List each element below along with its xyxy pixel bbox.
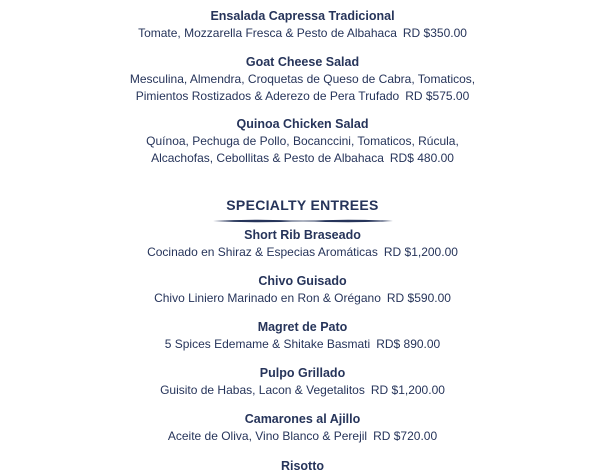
item-description [0,336,605,353]
item-name: Short Rib Braseado [244,228,361,242]
item-name: Magret de Pato [257,320,348,334]
menu-item-quinoa-chicken-salad [0,116,605,167]
item-description-line: Tomate, Mozzarella Fresca & Pesto de Albahaca [138,26,397,40]
item-price: RD$ 890.00 [376,337,441,351]
menu-item-short-rib-braseado [0,227,605,261]
item-description [0,88,605,105]
item-description [0,382,605,399]
item-name: Chivo Guisado [258,274,347,288]
section-title: SPECIALTY ENTREES [226,197,379,213]
item-description-line: Aceite de Oliva, Vino Blanco & Perejil [167,429,368,443]
item-name: Quinoa Chicken Salad [236,117,369,131]
menu-item-pulpo-grillado [0,365,605,399]
item-description-line: Mesculina, Almendra, Croquetas de Queso de Cabra, Tomaticos, [129,72,476,86]
item-price: RD $720.00 [373,429,438,443]
item-description-line: Cocinado en Shiraz & Especias Aromáticas [147,245,378,259]
item-price: RD$ 480.00 [389,151,454,165]
item-name: Risotto [280,459,325,473]
item-price: RD $575.00 [405,89,470,103]
menu-item-partial-risotto [0,458,605,475]
item-description [0,290,605,307]
item-description [0,244,605,261]
item-description-line: Guisito de Habas, Lacon & Vegetalitos [160,383,365,397]
item-description-line: Quínoa, Pechuga de Pollo, Bocanccini, Tomaticos, Rúcula, [146,134,459,148]
section-heading-specialty-entrees [0,196,605,225]
item-name: Pulpo Grillado [259,366,346,380]
item-price: RD $590.00 [386,291,451,305]
menu-item-goat-cheese-salad [0,54,605,105]
ornamental-divider-icon [213,217,393,225]
item-name: Camarones al Ajillo [244,412,361,426]
menu-item-ensalada-capressa [0,8,605,42]
item-price: RD $1,200.00 [370,383,445,397]
item-description [0,150,605,167]
item-description [0,428,605,445]
menu-item-camarones-al-ajillo [0,411,605,445]
item-description-line: Alcachofas, Cebollitas & Pesto de Albahaca [151,151,384,165]
item-name: Goat Cheese Salad [245,55,360,69]
item-name: Ensalada Capressa Tradicional [210,9,395,23]
item-description [0,25,605,42]
item-price: RD $350.00 [402,26,467,40]
item-description-line: Chivo Liniero Marinado en Ron & Orégano [154,291,381,305]
item-description-line: 5 Spices Edemame & Shitake Basmati [164,337,371,351]
item-price: RD $1,200.00 [383,245,458,259]
menu-item-magret-de-pato [0,319,605,353]
item-description-line: Pimientos Rostizados & Aderezo de Pera Trufado [135,89,400,103]
menu-item-chivo-guisado [0,273,605,307]
